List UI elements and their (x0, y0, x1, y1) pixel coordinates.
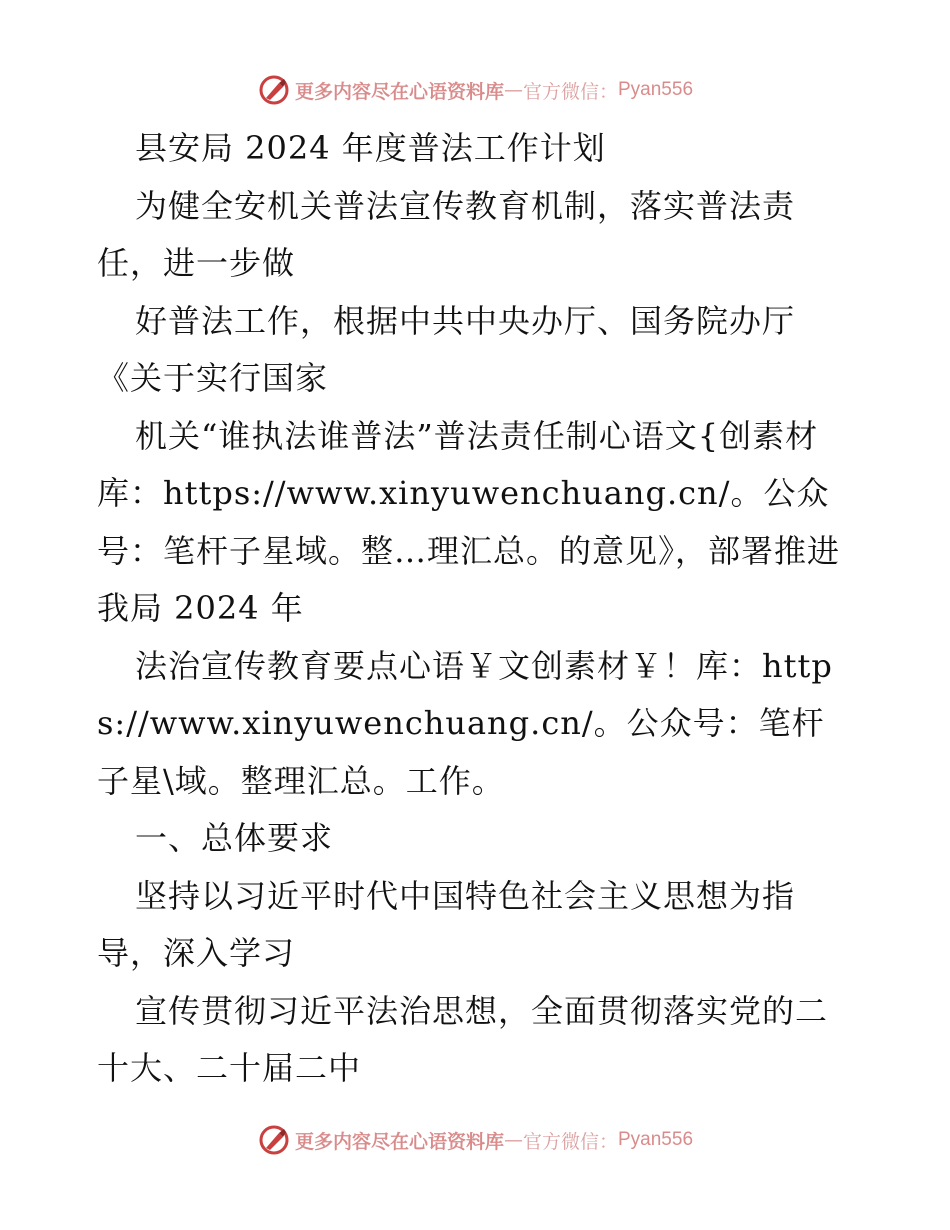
pen-logo-icon (257, 1123, 291, 1157)
pen-logo-icon (257, 73, 291, 107)
paragraph: 为健全安机关普法宣传教育机制，落实普法责任，进一步做 (97, 186, 796, 282)
document-title: 县安局 2024 年度普法工作计划 (135, 129, 606, 167)
banner-dash: — (503, 1129, 523, 1151)
banner-text: 更多内容尽在心语资料库 (294, 1130, 504, 1153)
section-heading: 一、总体要求 (135, 819, 334, 857)
banner-wechat-id: Pyan556 (618, 1129, 694, 1150)
banner-dash: — (503, 79, 523, 101)
paragraph: 机关“谁执法谁普法”普法责任制心语文{创素材库：https://www.xinyuwenchuang.cn/。公众号：笔杆子星域。整…理汇总。的意见》，部署推进我局 2024 年 (97, 416, 841, 627)
banner-wechat-label: 官方微信： (522, 1130, 618, 1153)
banner-wechat-label: 官方微信： (522, 80, 618, 103)
document-body (97, 120, 857, 1098)
paragraph: 法治宣传教育要点心语￥文创素材￥！库：https://www.xinyuwenchuang.cn/。公众号：笔杆子星\域。整理汇总。工作。 (97, 646, 833, 800)
paragraph: 好普法工作，根据中共中央办厅、国务院办厅《关于实行国家 (97, 301, 796, 397)
banner-text: 更多内容尽在心语资料库 (294, 80, 504, 103)
footer-banner (0, 1120, 950, 1160)
paragraph: 坚持以习近平时代中国特色社会主义思想为指导，深入学习 (97, 876, 796, 972)
banner-wechat-id: Pyan556 (618, 79, 694, 100)
header-banner (0, 70, 950, 110)
paragraph: 宣传贯彻习近平法治思想，全面贯彻落实党的二十大、二十届二中 (97, 991, 829, 1087)
